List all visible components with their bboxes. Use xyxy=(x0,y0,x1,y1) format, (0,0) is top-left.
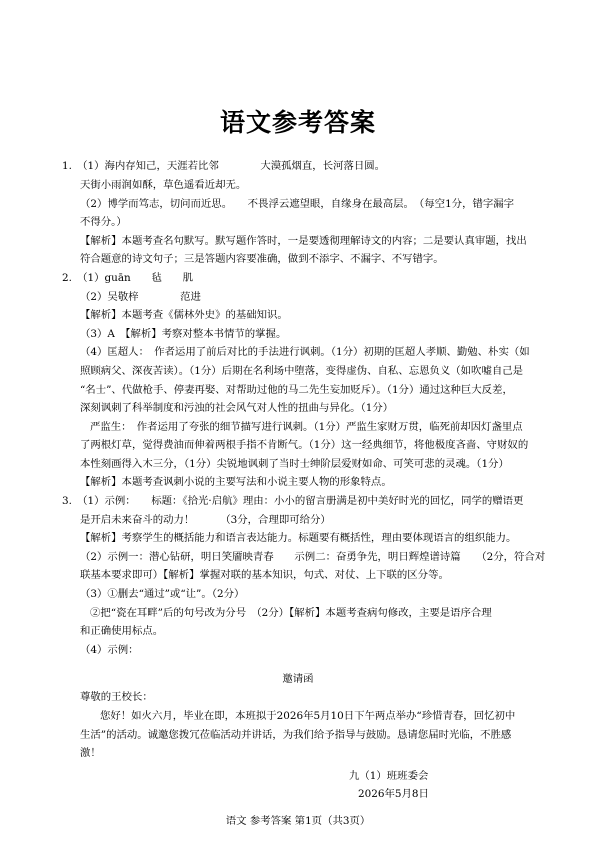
text-line: （3）①删去“通过”或“让”。（2分） xyxy=(80,588,245,600)
text-line: 天街小雨润如酥，草色遥看近却无。 xyxy=(80,179,247,191)
text-line: 九（1）班班委会 xyxy=(349,770,429,782)
text-line: 1. （1）海内存知己，天涯若比邻 大漠孤烟直，长河落日圆。 xyxy=(62,160,386,172)
text-line: “名士”、代做枪手、停妻再娶、对帮助过他的马二先生妄加贬斥）。（1分）通过这种巨大反差， xyxy=(80,384,513,396)
text-line: 3. （1）示例： 标题：《拾光·启航》理由：小小的留言册满是初中美好时光的回忆，同学的赠语更 xyxy=(62,495,524,507)
text-line: 是开启未来奋斗的动力！ （3分，合理即可给分） xyxy=(80,514,331,526)
page-title: 语文参考答案 xyxy=(219,108,376,137)
text-line: 严监生： 作者运用了夸张的细节描写进行讽刺。（1分）严监生家财万贯，临死前却因灯盏里点 xyxy=(90,421,523,433)
text-line: 【解析】本题考查名句默写。默写题作答时，一是要透彻理解诗文的内容；二是要认真审题，找出 xyxy=(80,235,527,247)
text-line: 您好！如火六月，毕业在即，本班拟于2026年5月10日下午两点举办“珍惜青春，回忆初中 xyxy=(100,710,516,722)
text-line: 【解析】考察学生的概括能力和语言表达能力。标题要有概括性，理由要体现语言的组织能力。 xyxy=(80,532,517,544)
text-line: 激！ xyxy=(80,747,101,759)
text-line: （3）A 【解析】考察对整本书情节的掌握。 xyxy=(80,328,287,340)
page-footer: 语文 参考答案 第1页（共3页） xyxy=(225,815,371,827)
text-line: （4）匡超人： 作者运用了前后对比的手法进行讽刺。（1分）初期的匡超人孝顺、勤勉、朴实（如 xyxy=(80,346,530,358)
text-line: （2）吴敬梓 范进 xyxy=(80,291,201,303)
text-line: 联基本要求即可）【解析】掌握对联的基本知识，句式、对仗、上下联的区分等。 xyxy=(80,569,449,581)
text-line: （2）示例一：潜心钻研，明日笑靥映青春 示例二：奋勇争先，明日辉煌谱诗篇 （2分，符合对 xyxy=(80,551,546,563)
text-line: ②把“瓷在耳畔”后的句号改为分号 （2分）【解析】本题考查病句修改，主要是语序合理 xyxy=(90,607,492,619)
text-line: 和正确使用标点。 xyxy=(80,625,164,637)
text-line: 2026年5月8日 xyxy=(358,788,429,800)
letter-heading: 邀请函 xyxy=(282,673,314,685)
text-line: 【解析】本题考查讽刺小说的主要写法和小说主要人物的形象特点。 xyxy=(80,476,392,488)
text-line: 2. （1）guān 毡 肌 xyxy=(62,272,194,284)
text-line: 生活”的活动。诚邀您拨冗莅临活动并讲话，为我们给予指导与鼓励。恳请您届时光临，不胜感 xyxy=(80,729,512,741)
text-line: 本性刻画得入木三分，（1分）尖锐地讽刺了当时士绅阶层爱财如命、可笑可悲的灵魂。（1分） xyxy=(80,458,509,470)
text-line: 深刻讽刺了科举制度和污浊的社会风气对人性的扭曲与异化。（1分） xyxy=(80,402,394,414)
text-line: 了两根灯草，觉得费油而伸着两根手指不肯断气。（1分）这一经典细节，将他极度吝啬、守财奴的 xyxy=(80,439,529,451)
text-line: （2）博学而笃志，切问而近思。 不畏浮云遮望眼，自缘身在最高层。 （每空1分，错字漏字 xyxy=(80,198,515,210)
text-line: 照顾病父、深夜苦读）。（1分）后期在名利场中堕落，变得虚伪、自私、忘恩负义（如吹嘘自己是 xyxy=(80,365,524,377)
text-line: 尊敬的王校长： xyxy=(80,691,153,703)
text-line: 不得分。） xyxy=(80,216,127,228)
text-line: 符合题意的诗文句子；三是答题内容要准确，做到不添字、不漏字、不写错字。 xyxy=(80,253,444,265)
text-line: 【解析】本题考查《儒林外史》的基础知识。 xyxy=(80,309,288,321)
text-line: （4）示例： xyxy=(80,644,139,656)
